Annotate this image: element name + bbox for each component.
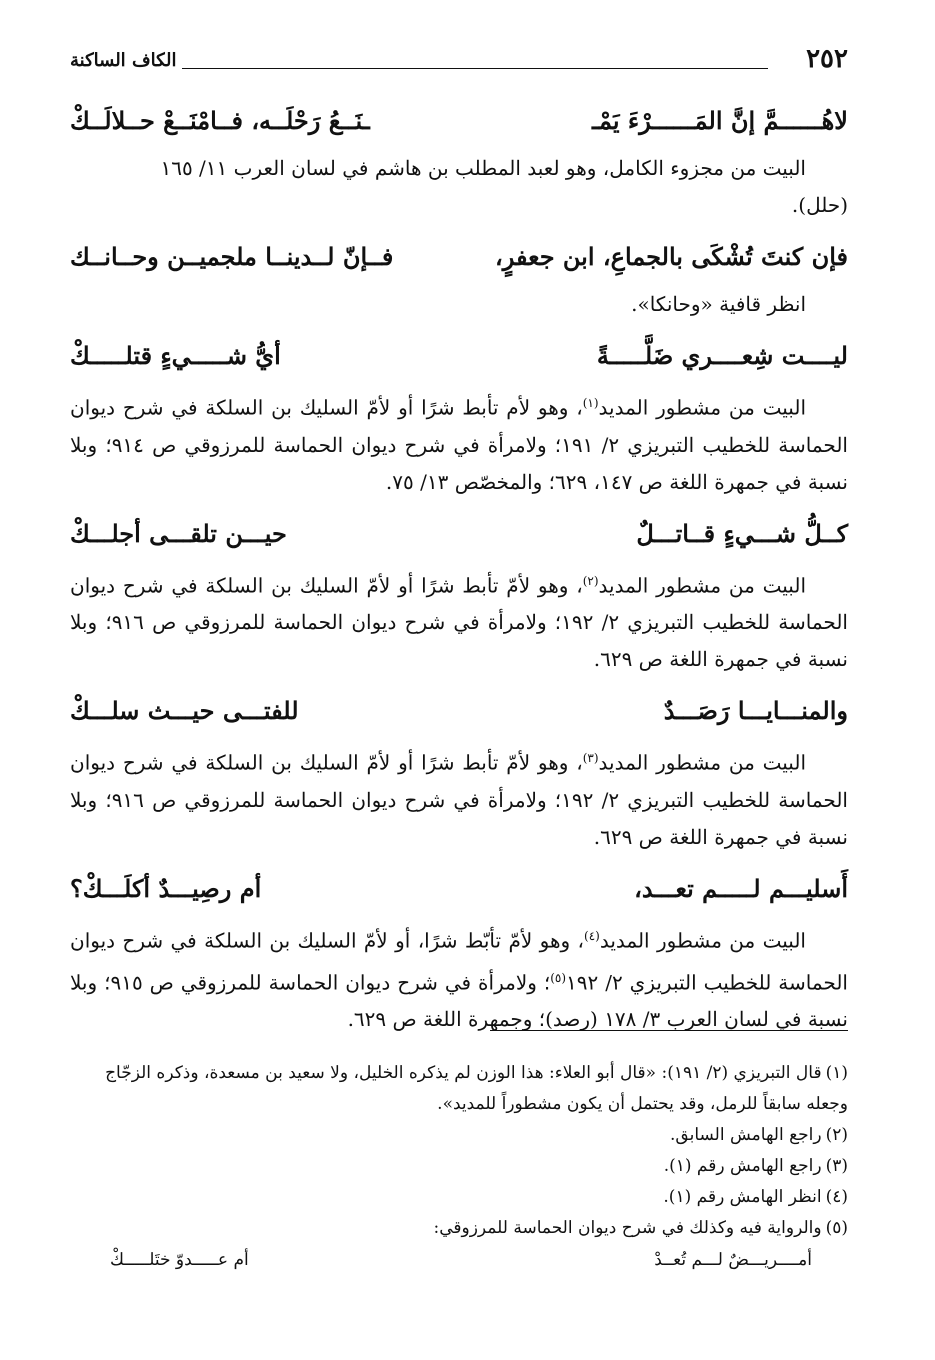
footnote: (٣)راجع الهامش رقم (١). <box>663 1156 848 1176</box>
verse-second-hemistich: أم رصِيـــدٌ أكلَـــكْ؟ <box>70 873 262 903</box>
verse-first-hemistich: والمنـــايـــا رَصَـــدٌ <box>663 696 848 726</box>
verse-second-hemistich: ـنَــعُ رَحْلَــه، فــامْنَــعْ حــلالَــكْ <box>70 106 370 135</box>
commentary: البيت من مجزوء الكامل، وهو لعبد المطلب بن هاشم في لسان العرب ١١/ ١٦٥ (حلل). <box>160 156 848 217</box>
verse-first-hemistich: فإن كنتَ تُشْكَى بالجماعِ، ابن جعفرٍ، <box>495 242 848 271</box>
page-body <box>70 98 848 1048</box>
verse-second-hemistich: حيـــن تلقـــى أجلـــكْ <box>70 518 287 548</box>
verse-first-hemistich: ليــــت شِعــــري ضَلَّـــــةً <box>596 341 848 370</box>
footnote: (٤)انظر الهامش رقم (١). <box>663 1187 848 1207</box>
verse-first-hemistich: أمــــريـــضٌ لـــم تُعــدْ <box>654 1250 812 1270</box>
verse-line <box>70 234 848 280</box>
running-title: الكاف الساكنة <box>70 50 177 71</box>
footnote: (١)قال التبريزي (٢/ ١٩١): «قال أبو العلاء: هذا الوزن لم يذكره الخليل، ولا سعيد بن مسعدة، وذكره الزجّاج وجعله سابقاً للرمل، وقد يحتمل أن يكون مشطوراً للمديد». <box>105 1063 848 1114</box>
verse-first-hemistich: لاهُــــــمَّ إنَّ المَــــــرْءَ يَمْـ <box>591 106 848 135</box>
page-header <box>70 40 848 80</box>
header-rule <box>182 68 768 69</box>
footnotes <box>70 1058 848 1276</box>
footnote: (٥)والرواية فيه وكذلك في شرح ديوان الحماسة للمرزوقي: <box>433 1218 848 1238</box>
verse-second-hemistich: فــإنّ لــدينــا ملجميــن وحــانــك <box>70 242 394 271</box>
footnote-ref: (١) <box>582 396 599 410</box>
commentary: البيت من مشطور المديد$^{(٢)}$، وهو لأمّ تأبط شرًا أو لأمّ السليك بن السلكة في شرح ديوان الحماسة للخطيب التبريزي ٢/ ١٩٢؛ ولامرأة في شرح ديوان الحماسة للمرزوقي ص ٩١٦؛ وبلا نسبة في جمهرة اللغة ص ٦٢٩. <box>70 573 848 672</box>
footnote-ref: (٤) <box>584 928 600 943</box>
verse-line <box>70 866 848 912</box>
footnote-ref: (٥) <box>550 970 567 985</box>
footnote: (٢)راجع الهامش السابق. <box>670 1125 848 1145</box>
verse-second-hemistich: للفتـــى حيـــث سلـــكْ <box>70 696 299 726</box>
commentary: البيت من مشطور المديد$^{(١)}$، وهو لأم تأبط شرًا أو لأمّ السليك بن السلكة في شرح ديوان الحماسة للخطيب التبريزي ٢/ ١٩١؛ ولامرأة في شرح ديوان الحماسة للمرزوقي ص ٩١٤؛ وبلا نسبة في جمهرة اللغة ص ١٤٧، ٦٢٩؛ والمخصّص ١٣/ ٧٥. <box>70 395 848 494</box>
verse-second-hemistich: أيُّ شـــــيءٍ قتلـــــكْ <box>70 341 281 370</box>
footnote-separator <box>490 1030 848 1031</box>
commentary: البيت من مشطور المديد$^{(٤)}$، وهو لأمّ تأبّط شرًا، أو لأمّ السليك بن السلكة في شرح ديوان الحماسة للخطيب التبريزي ٢/ ١٩٢$^{(٥)}$؛ ولامرأة في شرح ديوان الحماسة للمرزوقي ص ٩١٥؛ وبلا نسبة في لسان العرب ٣/ ١٧٨ (رصد)؛ وجمهرة اللغة ص ٦٢٩. <box>70 928 848 1032</box>
book-page <box>70 40 848 1340</box>
verse-line <box>70 98 848 144</box>
footnote-verse <box>70 1244 848 1276</box>
verse-second-hemistich: أم عـــــدوّ ختَلـــــكْ <box>110 1250 249 1270</box>
verse-line <box>70 688 848 734</box>
page-number: ٢٥٢ <box>806 44 848 74</box>
commentary: انظر قافية «وحانكا». <box>631 292 806 316</box>
footnote-ref: (٣) <box>582 751 599 766</box>
verse-first-hemistich: أَسليـــم لـــــم تعـــد، <box>634 873 848 903</box>
verse-first-hemistich: كــلُّ شـــيءٍ قــاتـــلٌ <box>636 518 848 548</box>
verse-line <box>70 333 848 379</box>
verse-line <box>70 511 848 557</box>
footnote-ref: (٢) <box>582 573 599 588</box>
commentary: البيت من مشطور المديد$^{(٣)}$، وهو لأمّ تأبط شرًا أو لأمّ السليك بن السلكة في شرح ديوان الحماسة للخطيب التبريزي ٢/ ١٩٢؛ ولامرأة في شرح ديوان الحماسة للمرزوقي ص ٩١٦؛ وبلا نسبة في جمهرة اللغة ص ٦٢٩. <box>70 750 848 849</box>
